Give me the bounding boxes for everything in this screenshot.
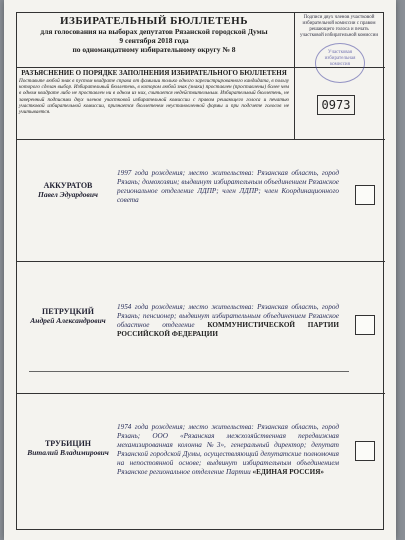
instructions-title: РАЗЪЯСНЕНИЕ О ПОРЯДКЕ ЗАПОЛНЕНИЯ ИЗБИРАТЕЛЬНОГО БЮЛЛЕТЕНЯ bbox=[21, 69, 287, 77]
instructions-text: Поставьте любой знак в пустом квадрате справа от фамилии только одного зарегистрированного кандидата, в пользу которого сделан выбор. Избирательный бюллетень, в котором любой знак (знаки) проставлен (проставлены) более чем в одном квадрате либо не проставлен ни в одном из них, считается недействительным. Избирательный бюллетень, не заверенный подписями двух членов участковой избирательной комиссии с правом решающего голоса и печатью участковой избирательной комиссии, признается бюллетенем неустановленной формы и при подсчете голосов не учитывается. bbox=[19, 78, 289, 116]
title-block bbox=[19, 15, 289, 54]
candidate-name bbox=[23, 439, 113, 457]
candidate-row bbox=[17, 141, 385, 261]
candidate-info bbox=[117, 423, 339, 477]
candidate-surname: АККУРАТОВ bbox=[43, 181, 93, 190]
serial-number: 0973 bbox=[317, 95, 355, 115]
row-divider bbox=[17, 261, 385, 262]
commission-stamp-block bbox=[294, 13, 383, 139]
candidate-bio: 1997 года рождения; место жительства: Рязанская область, город Рязань; домохозяин; выдвинут избирательным объединением Рязанское региональное отделение ЛДПР; член ЛДПР; член Координационного совета bbox=[117, 169, 339, 204]
candidate-bio: 1974 года рождения; место жительства: Рязанская область, город Рязань; ООО «Рязанская межхозяйственная передвижная механизированная колонна №3», генеральный директор; депутат Рязанской городской Думы, осуществляющий депутатские полномочия на непостоянной основе; выдвинут избирательным объединением Рязанское региональное отделение Партии bbox=[117, 423, 339, 476]
vote-checkbox[interactable] bbox=[355, 185, 375, 205]
candidate-info bbox=[117, 169, 339, 205]
district-name: по одномандатному избирательному округу № 8 bbox=[72, 45, 236, 54]
candidate-row bbox=[17, 263, 385, 383]
candidate-bio: 1954 года рождения; место жительства: Рязанская область, город Рязань; пенсионер; выдвинут избирательным объединением Рязанское областное отделение bbox=[117, 303, 339, 329]
instructions bbox=[19, 69, 289, 115]
ballot-paper bbox=[4, 0, 396, 540]
row-divider bbox=[17, 393, 385, 394]
candidate-given-name: Павел Эдуардович bbox=[38, 190, 98, 199]
candidate-party: КОММУНИСТИЧЕСКОЙ ПАРТИИ РОССИЙСКОЙ ФЕДЕРАЦИИ bbox=[117, 321, 339, 338]
candidate-info bbox=[117, 303, 339, 339]
ballot-title: ИЗБИРАТЕЛЬНЫЙ БЮЛЛЕТЕНЬ bbox=[60, 15, 248, 27]
vote-checkbox[interactable] bbox=[355, 315, 375, 335]
candidate-surname: ПЕТРУЦКИЙ bbox=[42, 307, 94, 316]
commission-seal: Участковая избирательная комиссия bbox=[315, 43, 365, 83]
ballot bbox=[16, 12, 384, 530]
candidate-name bbox=[23, 307, 113, 325]
election-name: для голосования на выборах депутатов Рязанской городской Думы bbox=[40, 27, 268, 36]
candidate-given-name: Андрей Александрович bbox=[30, 316, 106, 325]
stamp-note: Подписи двух членов участковой избирательной комиссии с правом решающего голоса и печать участковой избирательной комиссии bbox=[299, 15, 379, 38]
row-divider bbox=[29, 371, 349, 372]
vote-checkbox[interactable] bbox=[355, 441, 375, 461]
election-date: 9 сентября 2018 года bbox=[119, 36, 189, 45]
section-divider bbox=[17, 139, 385, 140]
candidate-name bbox=[23, 181, 113, 199]
candidate-row bbox=[17, 395, 385, 529]
candidate-given-name: Виталий Владимирович bbox=[27, 448, 109, 457]
candidate-party: «ЕДИНАЯ РОССИЯ» bbox=[252, 468, 324, 476]
candidate-surname: ТРУБИЦИН bbox=[44, 439, 92, 448]
